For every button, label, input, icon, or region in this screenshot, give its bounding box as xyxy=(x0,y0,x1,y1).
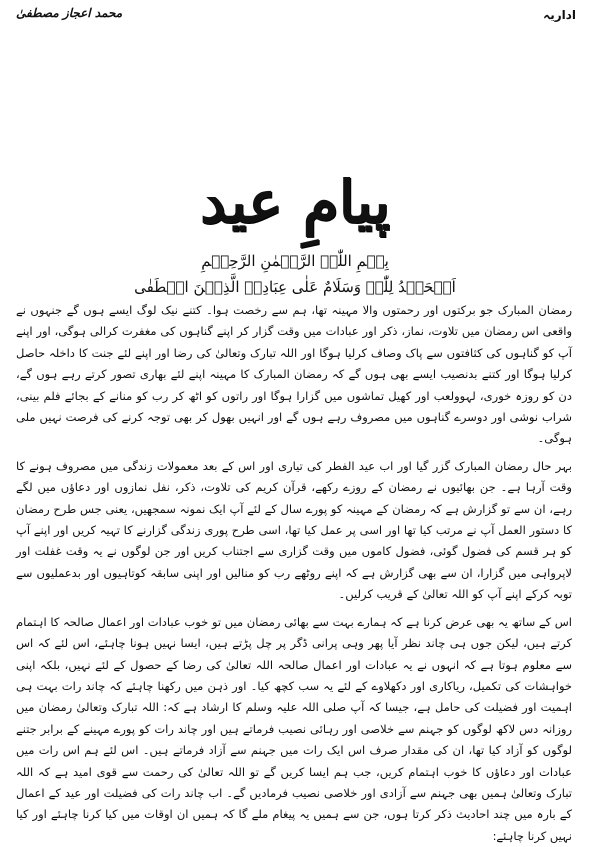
article-title: پیامِ عید xyxy=(200,168,390,236)
author-name: محمد اعجاز مصطفیٰ xyxy=(16,6,123,20)
paragraph-3: اس کے ساتھ یہ بھی عرض کرنا ہے کہ ہمارے بہت سے بھائی رمضان میں تو خوب عبادات اور اعمال صالحہ کا اہتمام کرتے ہیں، لیکن جوں ہی چاند نظر آیا پھر وہی پرانی ڈگر پر چل پڑتے ہیں، ایسا نہیں ہونا چاہئے، اس لئے کہ اس سے معلوم ہوتا ہے کہ انہوں نے یہ عبادات اور اعمال صالحہ اللہ تعالیٰ کی رضا کے حصول کے لئے نہیں، بلکہ اپنی خواہشات کی تکمیل، ریاکاری اور دکھلاوے کے لئے یہ سب کچھ کیا۔ اور ذہن میں رکھنا چاہئے کہ چاند رات بہت ہی اہمیت اور فضیلت کی حامل ہے، جیسا کہ آپ صلی اللہ علیہ وسلم کا ارشاد ہے کہ: اللہ تبارک وتعالیٰ رمضان میں روزانہ دس لاکھ لوگوں کو جہنم سے خلاصی اور رہائی نصیب فرماتے ہیں اور چاند رات کو پورے مہینے کے برابر جتنے لوگوں کو آزاد کیا تھا، ان کی مقدار صرف اس ایک رات میں جہنم سے آزاد فرماتے ہیں۔ اس لئے ہم اس رات میں عبادات اور دعاؤں کا خوب اہتمام کریں، جب ہم ایسا کریں گے تو اللہ تعالیٰ کی رحمت سے قوی امید ہے کہ اللہ تبارک وتعالیٰ ہمیں بھی جہنم سے آزادی اور خلاصی نصیب فرمادیں گے۔ اب چاند رات کی فضیلت اور عید کے اعمال کے بارہ میں چند احادیث ذکر کرتا ہوں، جن سے ہمیں یہ پیغام ملے گا کہ ہمیں ان اوقات میں کیا کرنا چاہئے اور کیا نہیں کرنا چاہئے: xyxy=(16,614,572,843)
section-label: اداریہ xyxy=(543,8,576,22)
paragraph-1: رمضان المبارک جو برکتوں اور رحمتوں والا مہینہ تھا، ہم سے رخصت ہوا۔ کتنے نیک لوگ ایسے ہوں گے جنہوں نے واقعی اس رمضان میں تلاوت، نماز، ذکر اور عبادات میں وقت گزار کر اپنے گناہوں کی مغفرت کرالی ہوگی، اور اپنے آپ کو گناہوں کی کثافتوں سے پاک وصاف کرلیا ہوگا اور اللہ تبارک وتعالیٰ کی رضا اور اپنے لئے جنت کا داخلہ حاصل کرلیا ہوگا اور کتنے بدنصیب ایسے بھی ہوں گے کہ رمضان المبارک کا مہینہ اپنے لئے بھاری تصور کرتے رہے ہوں گے، دن کو روزہ خوری، لہوولعب اور کھیل تماشوں میں گزارا ہوگا اور راتوں کو اٹھ کر رب کو منانے کے بجائے فلم بینی، شراب نوشی اور دوسرے گناہوں میں مصروف رہے ہوں گے اور انہیں بھول کر بھی توجہ کرنے کی فرصت نہیں ملی ہوگی۔ xyxy=(16,303,572,446)
article-body xyxy=(16,300,572,847)
paragraph-2: بہر حال رمضان المبارک گزر گیا اور اب عید الفطر کی تیاری اور اس کے بعد معمولات زندگی میں مصروف ہونے کا وقت آرہا ہے۔ جن بھائیوں نے رمضان کے روزے رکھے، قرآن کریم کی تلاوت، ذکر، نفل نمازوں اور دعاؤں میں لگے رہے، ان سے تو گزارش ہے کہ رمضان کے مہینہ کو پورے سال کے لئے آپ ایک نمونہ سمجھیں، یعنی جس طرح رمضان کا دستور العمل آپ نے مرتب کیا تھا اور اسی پر عمل کیا تھا، اسی طرح پوری زندگی گزارنے کا تہیہ کریں اور اپنے آپ کو ہر قسم کی فضول گوئی، فضول کاموں میں وقت گزاری سے اجتناب کریں اور جن لوگوں نے یہ وقت غفلت اور لاپرواہی میں گزارا، ان سے بھی گزارش ہے کہ اپنے روٹھے رب کو منالیں اور اپنی سابقہ کوتاہیوں اور بدعملیوں سے توبہ کرکے اپنے آپ کو اللہ تعالیٰ کے قریب کرلیں۔ xyxy=(16,458,572,602)
hamd-line: اَلۡحَمۡدُ لِلّٰہِ وَسَلَامٌ عَلٰی عِبَادِہِ الَّذِیۡنَ اصۡطَفٰی xyxy=(134,278,456,296)
basmala: بِسۡمِ اللّٰہِ الرَّحۡمٰنِ الرَّحِیۡمِ xyxy=(201,252,389,270)
